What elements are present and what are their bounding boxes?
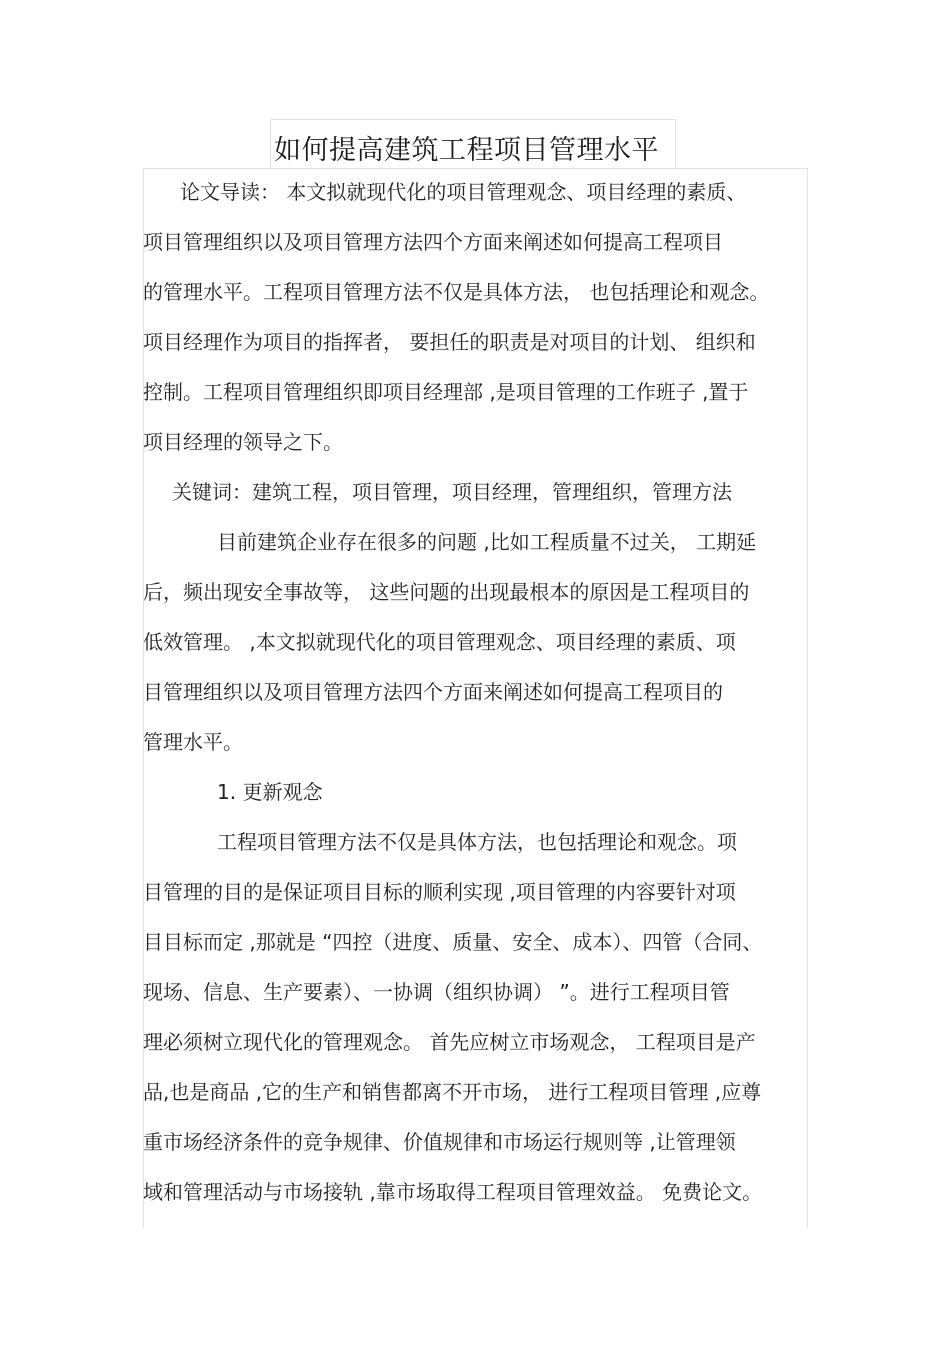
body-line-5: 管理水平。 bbox=[143, 730, 243, 754]
abstract-line-4: 项目经理作为项目的指挥者， 要担任的职责是对项目的计划、 组织和 bbox=[143, 330, 756, 354]
section-line-8: 域和管理活动与市场接轨 ,靠市场取得工程项目管理效益。 免费论文。 bbox=[143, 1180, 763, 1204]
abstract-line-2: 项目管理组织以及项目管理方法四个方面来阐述如何提高工程项目 bbox=[143, 230, 723, 254]
section-line-4: 现场、信息、生产要素）、一协调（组织协调） ”。进行工程项目管 bbox=[143, 980, 730, 1004]
section-line-2: 目管理的目的是保证项目目标的顺利实现 ,项目管理的内容要针对项 bbox=[143, 880, 736, 904]
section-line-5: 理必须树立现代化的管理观念。 首先应树立市场观念， 工程项目是产 bbox=[143, 1030, 756, 1054]
section-line-1: 工程项目管理方法不仅是具体方法，也包括理论和观念。项 bbox=[217, 830, 737, 854]
body-line-2: 后，频出现安全事故等， 这些问题的出现最根本的原因是工程项目的 bbox=[143, 580, 750, 604]
abstract-line-5: 控制。工程项目管理组织即项目经理部 ,是项目管理的工作班子 ,置于 bbox=[143, 380, 749, 404]
keywords-line: 关键词：建筑工程，项目管理，项目经理，管理组织，管理方法 bbox=[172, 480, 732, 504]
body-line-1: 目前建筑企业存在很多的问题 ,比如工程质量不过关， 工期延 bbox=[217, 530, 757, 554]
section-line-3: 目目标而定 ,那就是 “四控（进度、质量、安全、成本）、四管（合同、 bbox=[143, 930, 763, 954]
body-line-4: 目管理组织以及项目管理方法四个方面来阐述如何提高工程项目的 bbox=[143, 680, 723, 704]
section-line-6: 品,也是商品 ,它的生产和销售都离不开市场， 进行工程项目管理 ,应尊 bbox=[143, 1080, 762, 1104]
section-line-7: 重市场经济条件的竞争规律、价值规律和市场运行规则等 ,让管理领 bbox=[143, 1130, 736, 1154]
abstract-line-3: 的管理水平。工程项目管理方法不仅是具体方法， 也包括理论和观念。 bbox=[143, 280, 770, 304]
body-line-3: 低效管理。 ,本文拟就现代化的项目管理观念、项目经理的素质、项 bbox=[143, 630, 736, 654]
abstract-line-6: 项目经理的领导之下。 bbox=[143, 430, 343, 454]
section-heading: 1. 更新观念 bbox=[217, 780, 323, 804]
abstract-line-1: 论文导读： 本文拟就现代化的项目管理观念、项目经理的素质、 bbox=[180, 180, 747, 204]
document-title: 如何提高建筑工程项目管理水平 bbox=[274, 135, 659, 166]
